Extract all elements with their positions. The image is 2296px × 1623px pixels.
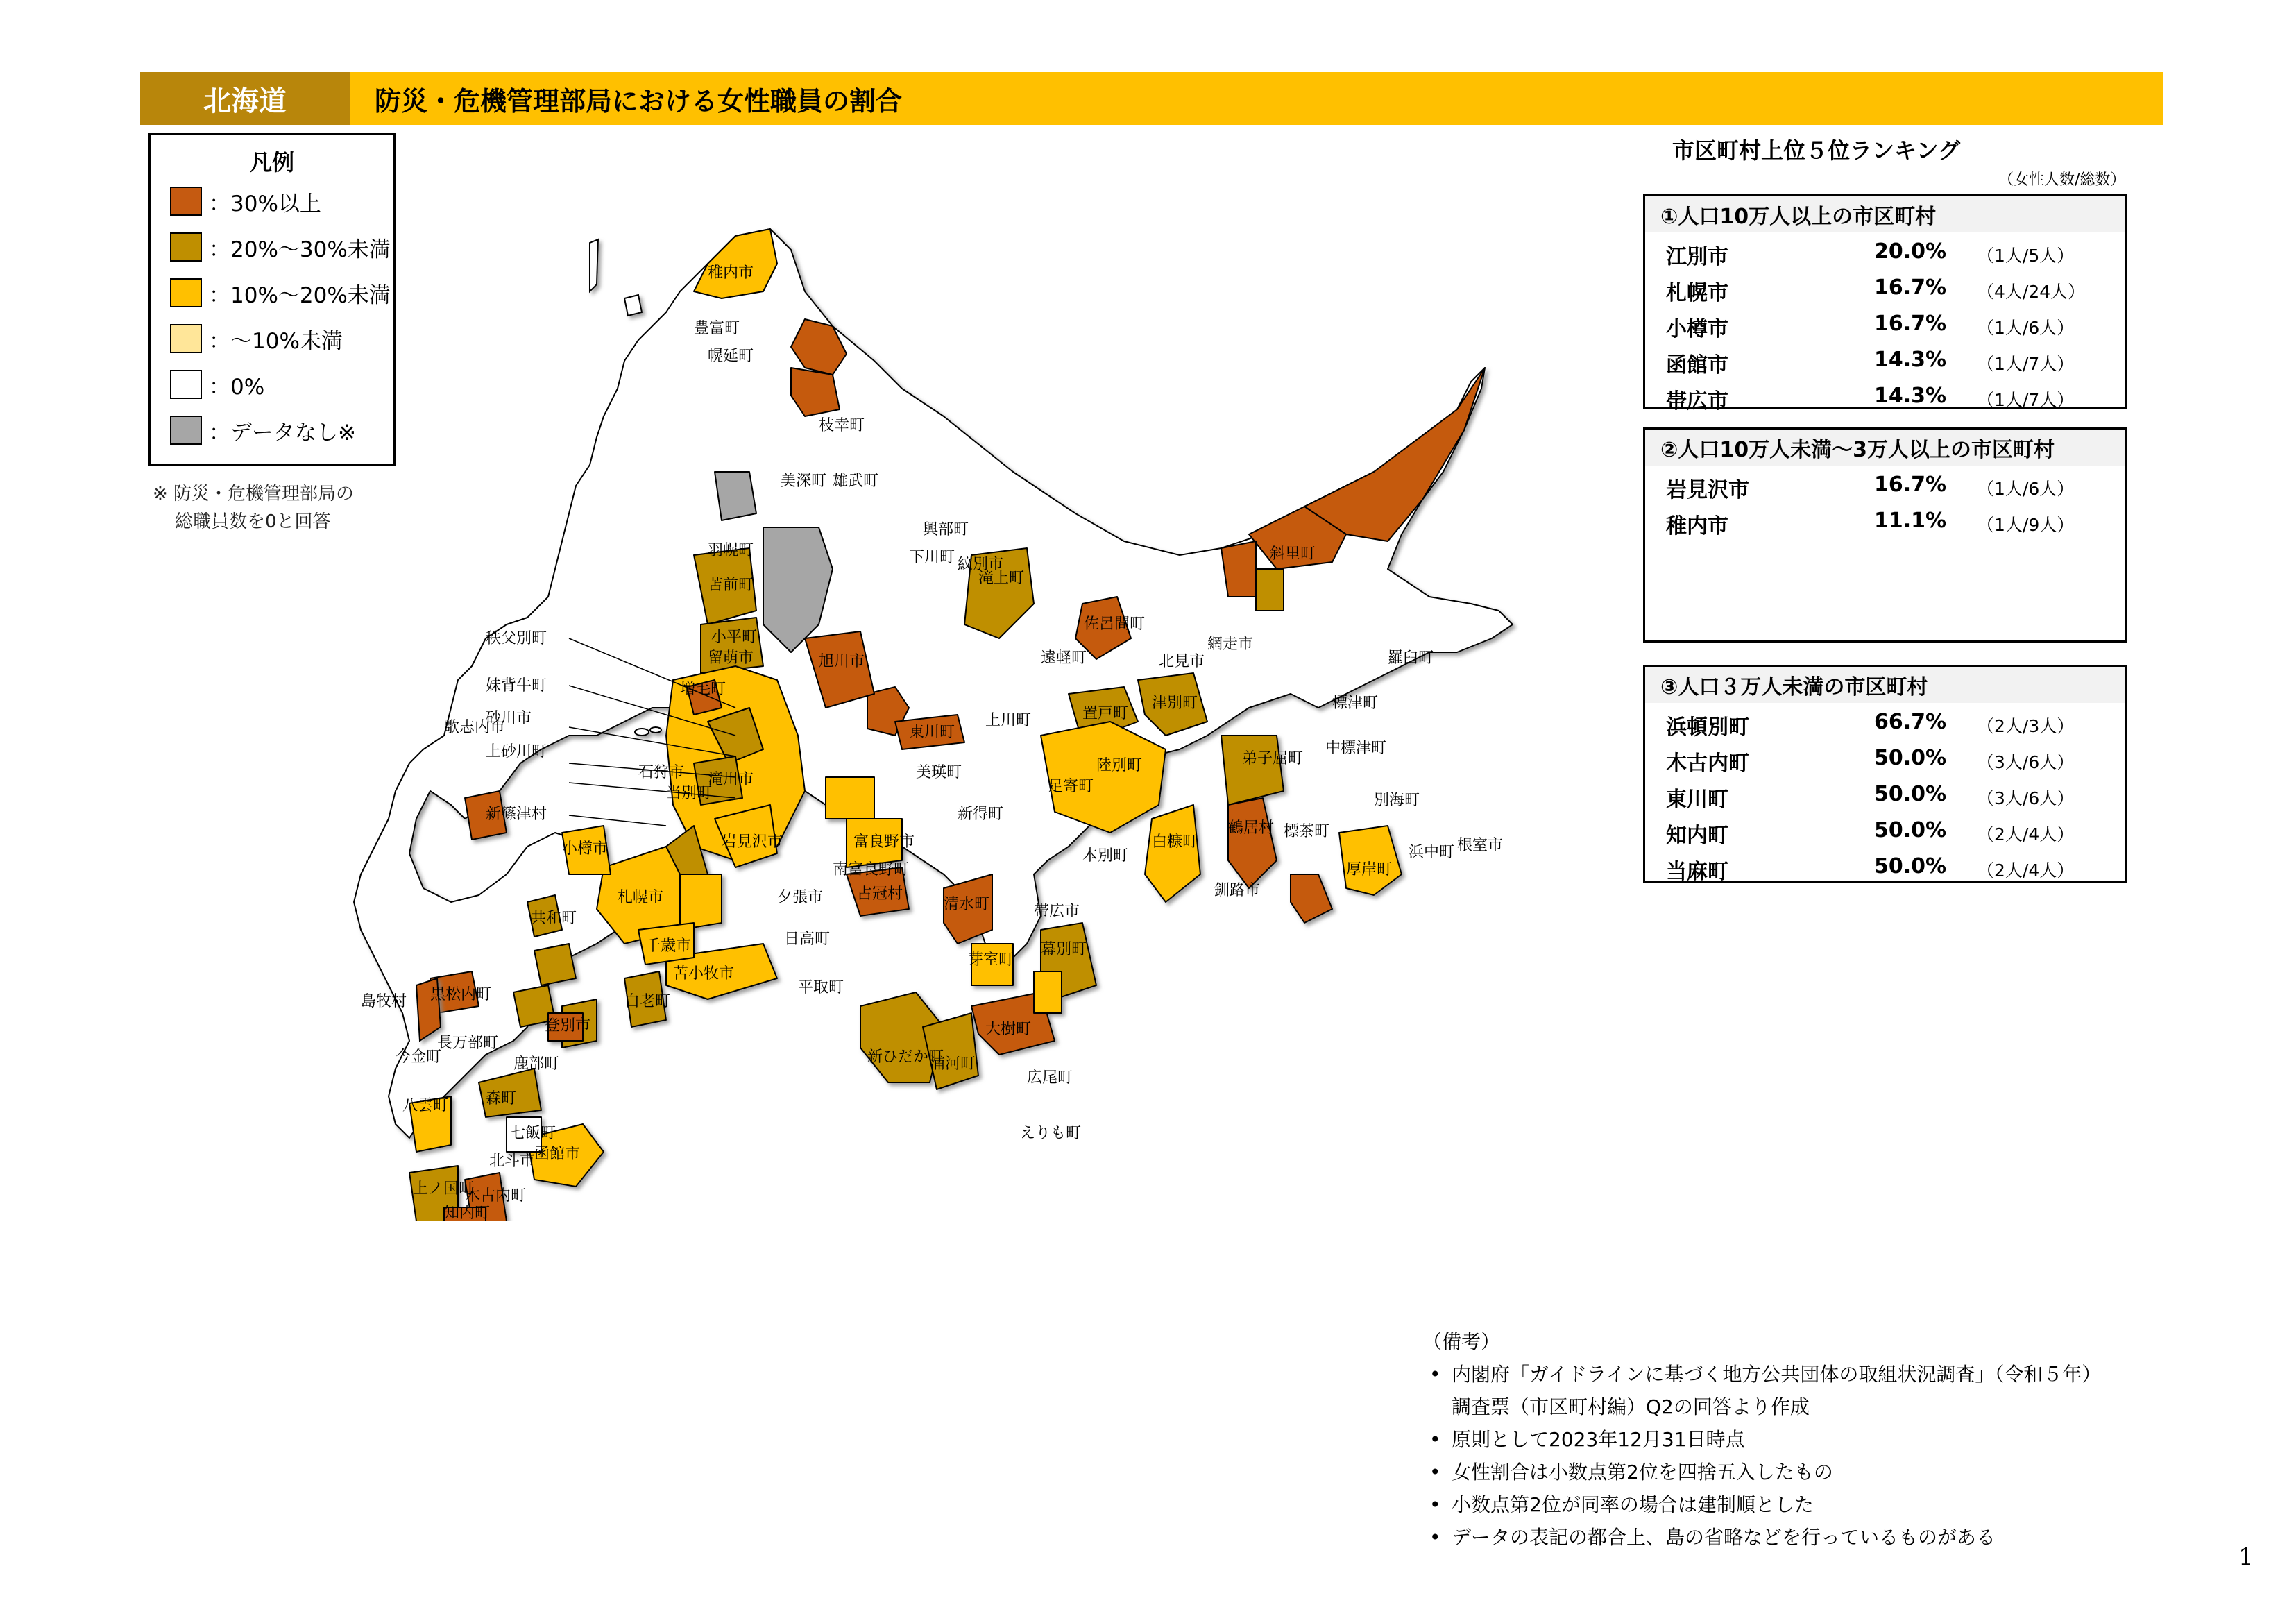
- bullet-icon: •: [1429, 1493, 1441, 1516]
- ranking-name: 江別市: [1666, 245, 1728, 269]
- legend-footnote-line: 総職員数を0と回答: [175, 511, 331, 532]
- legend-swatch: [170, 370, 202, 399]
- ranking-row: [1645, 305, 2125, 341]
- map-label: 旭川市: [819, 653, 865, 670]
- map-label: 増毛町: [680, 681, 726, 698]
- ranking-name: 木古内町: [1666, 751, 1749, 776]
- legend-footnote: [153, 480, 354, 536]
- map-label: 登別市: [545, 1017, 591, 1035]
- map-label: 知内町: [444, 1205, 491, 1221]
- map-label: 岩見沢市: [722, 833, 783, 851]
- bullet-icon: •: [1429, 1526, 1441, 1549]
- note-text: データの表記の都合上、島の省略などを行っているものがある: [1452, 1526, 1996, 1549]
- ranking-box: [1643, 665, 2127, 883]
- island-yagishiri: [650, 727, 661, 733]
- ranking-row: [1645, 739, 2125, 775]
- map-label: 紋別市: [958, 556, 1004, 573]
- bullet-icon: •: [1429, 1461, 1441, 1484]
- map-label: 釧路市: [1214, 882, 1261, 899]
- map-label: 苫小牧市: [673, 965, 735, 983]
- legend-label: ：30%以上: [209, 191, 321, 216]
- ranking-name: 函館市: [1666, 353, 1728, 377]
- legend-item: [170, 413, 356, 448]
- ranking-count: （2人/4人）: [1977, 860, 2075, 881]
- ranking-pct: 50.0%: [1874, 818, 1947, 842]
- map-label: 足寄町: [1048, 778, 1094, 795]
- region-shiranuka: [1145, 805, 1200, 902]
- callout-label: 歌志内市: [444, 719, 506, 736]
- map-label: 厚岸町: [1346, 861, 1393, 878]
- region-kushiro-t: [1291, 874, 1332, 923]
- ranking-name: 岩見沢市: [1666, 478, 1749, 502]
- legend-swatch: [170, 324, 202, 353]
- map-label: 興部町: [923, 521, 969, 538]
- map-label: 南富良野町: [833, 861, 910, 878]
- map-label: 東川町: [909, 724, 955, 741]
- ranking-pct: 14.3%: [1874, 348, 1947, 372]
- legend-label: ：0%: [209, 374, 265, 400]
- map-label: 美瑛町: [916, 764, 962, 781]
- notes-title: （備考）: [1422, 1330, 1501, 1353]
- map-label: 枝幸町: [819, 417, 865, 434]
- legend-label: ：20%～30%未満: [209, 237, 391, 262]
- ranking-count: （1人/7人）: [1977, 390, 2075, 410]
- map-label: 森町: [486, 1090, 517, 1107]
- map-label: 幌延町: [708, 348, 754, 365]
- ranking-pct: 16.7%: [1874, 473, 1947, 497]
- ranking-row: [1645, 703, 2125, 739]
- callout-label: 新篠津村: [486, 806, 547, 823]
- region-akkeshi: [1339, 826, 1402, 895]
- region-koshimizu: [1221, 541, 1256, 597]
- region-kitahiroshima: [680, 874, 722, 930]
- map-label: えりも町: [1020, 1125, 1082, 1142]
- note-text: 原則として2023年12月31日時点: [1452, 1428, 1745, 1451]
- legend-item: [170, 321, 343, 356]
- ranking-row: [1645, 466, 2125, 502]
- map-label: 木古内町: [465, 1187, 527, 1205]
- ranking-name: 当麻町: [1666, 860, 1728, 884]
- ranking-count: （2人/4人）: [1977, 824, 2075, 844]
- ranking-count: （1人/7人）: [1977, 354, 2075, 374]
- map-label: 弟子屈町: [1242, 750, 1304, 767]
- map-label: 新ひだか町: [867, 1048, 944, 1066]
- ranking-pct: 66.7%: [1874, 710, 1947, 734]
- map-label: 広尾町: [1027, 1069, 1073, 1087]
- region-kiyosato: [1256, 569, 1284, 611]
- map-label: 白老町: [624, 993, 671, 1010]
- map-label: 遠軽町: [1041, 649, 1087, 667]
- ranking-pct: 50.0%: [1874, 782, 1947, 806]
- map-label: 本別町: [1082, 847, 1129, 865]
- page-title: 防災・危機管理部局における女性職員の割合: [375, 85, 903, 117]
- map-label: 網走市: [1207, 636, 1254, 653]
- map-label: 白糠町: [1152, 833, 1198, 851]
- map-label: 上川町: [985, 712, 1032, 729]
- map-label: 標津町: [1332, 695, 1379, 712]
- map-label: 置戸町: [1082, 705, 1129, 722]
- map-label: 苫前町: [708, 577, 754, 594]
- map-label: 北見市: [1159, 653, 1205, 670]
- hokkaido-map: [347, 208, 1527, 1221]
- ranking-count: （1人/9人）: [1977, 515, 2075, 535]
- map-label: 今金町: [396, 1048, 442, 1066]
- ranking-row: [1645, 502, 2125, 538]
- map-label: 千歳市: [645, 937, 692, 955]
- map-label: 中標津町: [1325, 740, 1387, 757]
- region-rausu: [1304, 368, 1485, 541]
- ranking-pct: 11.1%: [1874, 509, 1947, 533]
- ranking-name: 帯広市: [1666, 389, 1728, 414]
- note-text: 内閣府「ガイドラインに基づく地方公共団体の取組状況調査」（令和５年）: [1452, 1363, 2102, 1386]
- map-label: 石狩市: [638, 764, 685, 781]
- map-label: 共和町: [531, 910, 577, 927]
- region-kamifurano: [826, 777, 874, 819]
- map-label: 根室市: [1457, 837, 1504, 854]
- ranking-box-title: ②人口10万人未満～3万人以上の市区町村: [1645, 430, 2125, 466]
- legend-title: 凡例: [249, 149, 294, 176]
- ranking-count: （3人/6人）: [1977, 752, 2075, 772]
- map-label: 斜里町: [1270, 545, 1316, 563]
- map-label: 下川町: [909, 549, 955, 566]
- ranking-name: 知内町: [1666, 824, 1728, 848]
- map-label: 羽幌町: [708, 542, 754, 559]
- map-label: 富良野市: [853, 833, 915, 851]
- legend-swatch: [170, 416, 202, 445]
- legend-footnote-line: ※ 防災・危機管理部局の: [153, 484, 355, 504]
- map-label: 長万部町: [437, 1035, 499, 1052]
- prefecture-label: 北海道: [140, 72, 350, 125]
- ranking-pct: 14.3%: [1874, 384, 1947, 408]
- map-label: 浦河町: [930, 1055, 976, 1073]
- ranking-box: [1643, 194, 2127, 414]
- ranking-pct: 50.0%: [1874, 746, 1947, 770]
- map-label: 北斗市: [489, 1153, 536, 1170]
- legend-item: [170, 184, 321, 219]
- legend-label: ：～10%未満: [209, 328, 343, 354]
- map-label: 羅臼町: [1388, 649, 1434, 667]
- map-label: 当別町: [666, 785, 713, 802]
- ranking-row: [1645, 232, 2125, 269]
- ranking-name: 東川町: [1666, 788, 1728, 812]
- map-label: 豊富町: [694, 320, 740, 337]
- ranking-count: （1人/6人）: [1977, 318, 2075, 338]
- map-label: 清水町: [944, 896, 990, 913]
- map-label: 日高町: [784, 931, 831, 948]
- ranking-row: [1645, 269, 2125, 305]
- callout-label: 砂川市: [486, 710, 532, 727]
- ranking-pct: 16.7%: [1874, 275, 1947, 300]
- ranking-heading: 市区町村上位５位ランキング: [1672, 137, 1961, 164]
- map-label: 夕張市: [777, 889, 824, 906]
- ranking-count: （1人/5人）: [1977, 246, 2075, 266]
- map-label: 稚内市: [708, 264, 754, 282]
- ranking-box-title: ③人口３万人未満の市区町村: [1645, 667, 2125, 703]
- legend-swatch: [170, 187, 202, 216]
- ranking-count: （3人/6人）: [1977, 788, 2075, 808]
- map-label: 新得町: [958, 806, 1004, 823]
- legend-swatch: [170, 278, 202, 307]
- ranking-unit: （女性人数/総数）: [1998, 171, 2126, 189]
- map-label: 陸別町: [1096, 757, 1143, 774]
- map-label: 函館市: [534, 1146, 581, 1163]
- map-label: 鹿部町: [513, 1055, 560, 1073]
- map-label: 上ノ国町: [413, 1180, 475, 1198]
- ranking-row: [1645, 811, 2125, 847]
- ranking-count: （4人/24人）: [1977, 282, 2086, 302]
- ranking-name: 浜頓別町: [1666, 715, 1749, 740]
- callout-label: 上砂川町: [486, 743, 547, 760]
- legend-item: [170, 367, 264, 402]
- note-text: 女性割合は小数点第2位を四捨五入したもの: [1452, 1461, 1833, 1484]
- map-label: 大樹町: [985, 1021, 1032, 1038]
- map-label: 標茶町: [1284, 823, 1330, 840]
- title-bar: [140, 72, 2163, 125]
- note-text: 小数点第2位が同率の場合は建制順とした: [1452, 1493, 1814, 1516]
- region-tsurui: [1228, 798, 1277, 888]
- ranking-row: [1645, 377, 2125, 413]
- island-teuri: [635, 729, 649, 736]
- callout-label: 妹背牛町: [486, 677, 547, 695]
- ranking-name: 稚内市: [1666, 514, 1728, 538]
- map-label: 占冠村: [857, 885, 903, 903]
- ranking-name: 札幌市: [1666, 281, 1728, 305]
- region-makkari: [534, 944, 576, 985]
- ranking-pct: 20.0%: [1874, 239, 1947, 264]
- ranking-box-title: ①人口10万人以上の市区町村: [1645, 196, 2125, 232]
- bullet-icon: •: [1429, 1363, 1441, 1386]
- legend-label: ：データなし※: [209, 420, 356, 445]
- island-rishiri: [624, 295, 642, 316]
- map-label: 津別町: [1152, 695, 1198, 712]
- ranking-count: （2人/3人）: [1977, 716, 2075, 736]
- map-label: 留萌市: [708, 649, 754, 667]
- map-label: 佐呂間町: [1084, 615, 1146, 633]
- ranking-row: [1645, 847, 2125, 883]
- map-label: 美深町: [781, 473, 827, 490]
- note-text: 調査票（市区町村編）Q2の回答より作成: [1452, 1395, 1810, 1418]
- region-wakkanai: [694, 229, 777, 298]
- map-label: 平取町: [798, 979, 844, 996]
- bullet-icon: •: [1429, 1428, 1441, 1451]
- map-label: 浜中町: [1409, 844, 1455, 861]
- page-number: 1: [2238, 1543, 2254, 1571]
- map-label: 八雲町: [402, 1097, 449, 1114]
- map-label: 雄武町: [833, 473, 879, 490]
- legend-swatch: [170, 232, 202, 262]
- ranking-row: [1645, 341, 2125, 377]
- island-rebun: [590, 239, 598, 291]
- legend-label: ：10%～20%未満: [209, 282, 391, 308]
- map-label: 島牧村: [361, 993, 407, 1010]
- ranking-count: （1人/6人）: [1977, 479, 2075, 499]
- map-label: 小平町: [711, 629, 758, 646]
- map-label: 幕別町: [1041, 941, 1087, 958]
- map-label: 滝川市: [708, 771, 754, 788]
- map-label: 小樽市: [562, 840, 609, 858]
- map-label: 芽室町: [968, 951, 1014, 969]
- region-sarabetsu: [1034, 971, 1062, 1013]
- map-label: 黒松内町: [430, 986, 492, 1003]
- map-label: 滝上町: [978, 570, 1025, 587]
- region-teshikaga: [1221, 736, 1284, 805]
- ranking-pct: 16.7%: [1874, 312, 1947, 336]
- map-label: 七飯町: [510, 1125, 556, 1142]
- ranking-pct: 50.0%: [1874, 854, 1947, 878]
- ranking-name: 小樽市: [1666, 317, 1728, 341]
- ranking-box: [1643, 427, 2127, 643]
- map-label: 別海町: [1374, 792, 1420, 809]
- map-label: 鶴居村: [1228, 819, 1275, 837]
- callout-label: 秩父別町: [486, 630, 547, 647]
- map-label: 帯広市: [1034, 903, 1080, 920]
- callout-line: [569, 815, 666, 826]
- region-shosanbetsu: [715, 472, 756, 520]
- map-label: 札幌市: [618, 889, 664, 906]
- ranking-row: [1645, 775, 2125, 811]
